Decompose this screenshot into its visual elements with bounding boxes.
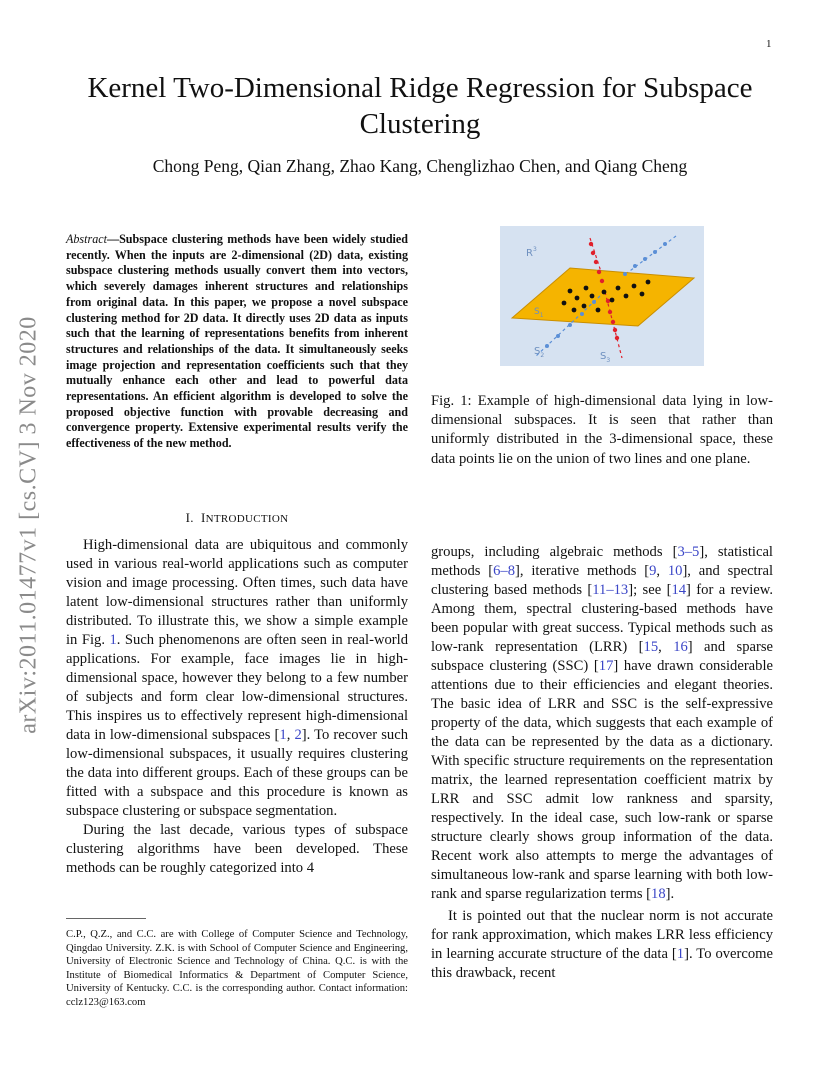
citation-link[interactable]: 2 (294, 727, 302, 743)
citation-link[interactable]: 18 (651, 886, 666, 902)
section-number: I. (185, 510, 194, 525)
citation-link[interactable]: 1 (676, 946, 685, 962)
abstract (66, 232, 408, 452)
citation-link[interactable]: 3–5 (677, 544, 700, 560)
citation-link[interactable]: 10 (667, 563, 683, 579)
abstract-label: Abstract (66, 232, 107, 246)
section-heading (66, 510, 408, 526)
introduction-body (66, 536, 408, 878)
label-s3: $S_3$ (600, 351, 611, 364)
label-s2: $S_2$ (534, 346, 545, 359)
citation-link[interactable]: 16 (673, 639, 688, 655)
figure-1-illustration (500, 226, 704, 366)
citation-link[interactable]: 15 (643, 639, 659, 655)
author-list: Chong Peng, Qian Zhang, Zhao Kang, Chenglizhao Chen, and Qiang Cheng (152, 156, 688, 176)
label-s1: $S_1$ (534, 307, 544, 319)
footnote-rule (66, 918, 146, 919)
arxiv-watermark (8, 290, 50, 760)
citation-link[interactable]: 14 (671, 582, 687, 598)
figure-link[interactable]: 1 (109, 632, 117, 648)
affiliation-footnote: C.P., Q.Z., and C.C. are with College of Computer Science and Technology, Qingdao University. Z.K. is with School of Computer Science and Engineering, University of Electronic Science and Technology of China. Q.C. is with the Institute of Biomedical Informatics & Department of Computer Science, University of Kentucky. C.C. is the corresponding author. Contact information: cclz123@163.com (66, 929, 408, 1008)
col2-paragraph-2: It is pointed out that the nuclear norm is not accurate for rank approximation, which makes LRR less efficiency in learning accurate structure of the data [1]. To overcome this drawback, recent (431, 908, 773, 981)
intro-paragraph-2: During the last decade, various types of subspace clustering algorithms have been developed. These methods can be roughly categorized into 4 (66, 822, 408, 876)
citation-link[interactable]: 9 (649, 563, 657, 579)
label-r3: $R^3$ (526, 246, 537, 259)
paper-title: Kernel Two-Dimensional Ridge Regression for Subspace Clustering (87, 72, 753, 140)
col2-paragraph-1: groups, including algebraic methods [3–5], statistical methods [6–8], iterative methods [9, 10], and spectral clustering based methods [11–13]; see [14] for a review. Among them, spectral clustering-based methods have been popular with great success. Typical methods such as low-rank representation (LRR) [15, 16] and sparse subspace clustering (SSC) [17] have drawn considerable attentions due to their efficiencies and elegant theories. The basic idea of LRR and SSC is the self-expressive property of the data, which suggests that each example of the data can be represented by the data as a dictionary. With specific structure requirements on the representation matrix, the learned representation coefficient matrix by LRR and SSC admit low rankness and sparsity, respectively. In the ideal case, such low-rank or sparse structure clearly shows group information of the data. Recent work also attempts to merge the advantages of simultaneous low-rank and sparse learning with both low-rank and sparse regularization terms [18]. (431, 544, 774, 902)
citation-link[interactable]: 1 (279, 727, 287, 743)
section-title-initial: I (200, 510, 206, 525)
page-number: 1 (766, 38, 772, 50)
abstract-text: —Subspace clustering methods have been widely studied recently. When the inputs are 2-dimensional (2D) data, existing subspace clustering methods usually convert them into vectors, which severely damages inherent structures and relationships from original data. In this paper, we propose a novel subspace clustering method for 2D data. It directly uses 2D data as inputs such that the learning of representations benefits from inherent structures and relationships of the data. It simultaneously seeks image projection and representation coefficients such that they mutually enhance each other and lead to powerful data representations. An efficient algorithm is developed to solve the proposed objective function with provable decreasing and convergence property. Extensive experimental results verify the effectiveness of the new method. (66, 232, 408, 451)
arxiv-identifier: arXiv:2011.01477v1 [cs.CV] 3 Nov 2020 (15, 316, 42, 734)
figure-1-caption: Fig. 1: Example of high-dimensional data lying in low-dimensional subspaces. It is seen that rather than uniformly distributed in the 3-dimensional space, these data points lie on the union of two lines and one plane. (431, 393, 773, 467)
citation-link[interactable]: 17 (598, 658, 614, 674)
intro-paragraph-1: High-dimensional data are ubiquitous and commonly used in various real-world applications such as computer vision and image processing. Often times, such data have latent low-dimensional structures rather than uniformly distributed. To illustrate this, we show a simple example in Fig. 1. Such phenomenons are often seen in real-world applications. For example, face images lie in high-dimensional space, however they belong to a few number of subjects and form clear low-dimensional structures. This inspires us to effectively represent high-dimensional data in low-dimensional subspaces [1, 2]. To recover such low-dimensional subspaces, it usually requires clustering the data into different groups. Each of these groups can be fitted with a subspace and this procedure is known as subspace clustering or subspace segmentation. (66, 537, 408, 819)
citation-link[interactable]: 6–8 (493, 563, 516, 579)
citation-link[interactable]: 11–13 (592, 582, 629, 598)
section-title-rest: NTRODUCTION (205, 513, 289, 525)
right-column-body (431, 543, 773, 983)
